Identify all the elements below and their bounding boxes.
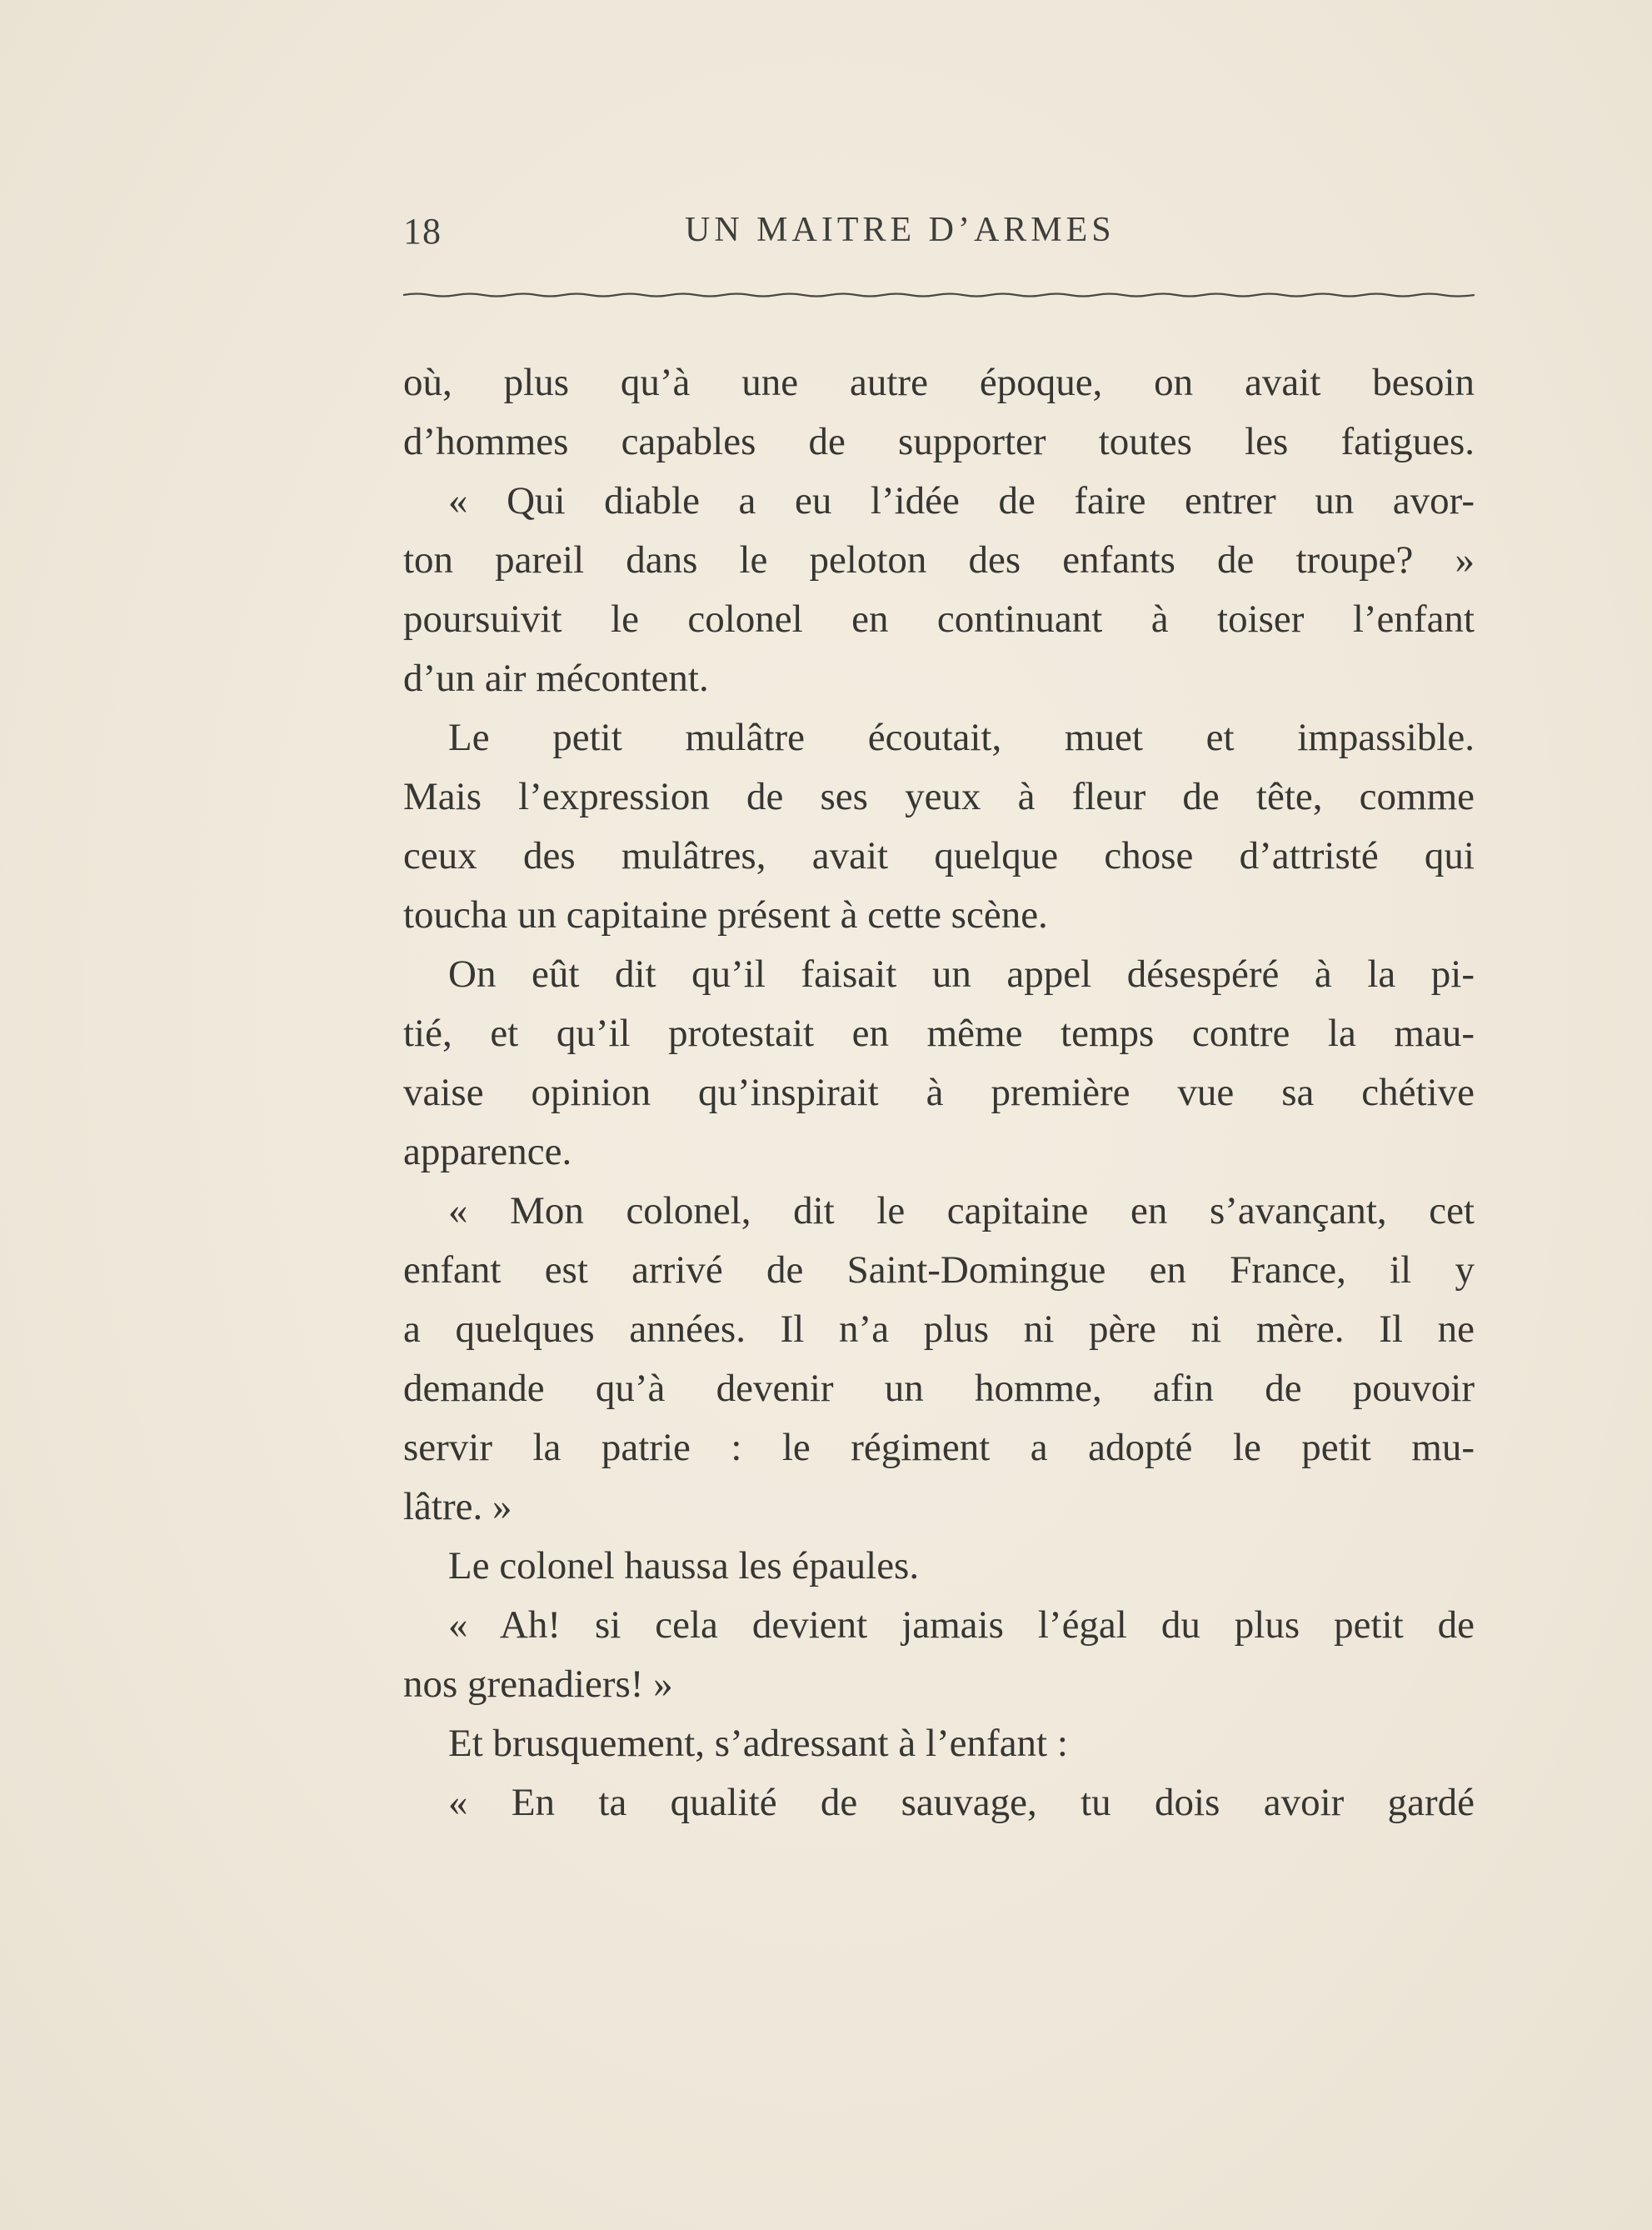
text-line: lâtre. »	[403, 1485, 512, 1528]
text-line: « Ah! si cela devient jamais l’égal du plus petit de	[448, 1603, 1475, 1647]
text-line: Le petit mulâtre écoutait, muet et impassible.	[448, 716, 1475, 759]
text-line: d’hommes capables de supporter toutes les fatigues.	[403, 420, 1475, 463]
text-line: On eût dit qu’il faisait un appel désespéré à la pi-	[448, 952, 1475, 996]
text-line: apparence.	[403, 1130, 572, 1173]
text-line: « Qui diable a eu l’idée de faire entrer un avor-	[448, 479, 1475, 522]
text-line: enfant est arrivé de Saint-Domingue en France, il y	[403, 1248, 1475, 1292]
text-line: ton pareil dans le peloton des enfants de troupe? »	[403, 538, 1475, 582]
text-line: Le colonel haussa les épaules.	[448, 1544, 920, 1588]
text-line: d’un air mécontent.	[403, 657, 709, 700]
text-line: tié, et qu’il protestait en même temps contre la mau-	[403, 1012, 1475, 1055]
text-line: a quelques années. Il n’a plus ni père ni mère. Il ne	[403, 1308, 1475, 1351]
text-line: toucha un capitaine présent à cette scène.	[403, 893, 1048, 937]
text-line: nos grenadiers! »	[403, 1662, 673, 1706]
text-line: ceux des mulâtres, avait quelque chose d’attristé qui	[403, 834, 1475, 878]
text-line: vaise opinion qu’inspirait à première vue sa chétive	[403, 1071, 1475, 1114]
text-line: servir la patrie : le régiment a adopté le petit mu-	[403, 1426, 1475, 1469]
header-rule	[403, 290, 1475, 300]
text-line: demande qu’à devenir un homme, afin de pouvoir	[403, 1367, 1475, 1410]
body-text	[403, 353, 1475, 1832]
text-line: « En ta qualité de sauvage, tu dois avoir gardé	[448, 1781, 1475, 1824]
page-number: 18	[403, 211, 442, 252]
running-title: UN MAITRE D’ARMES	[685, 211, 1115, 249]
text-line: « Mon colonel, dit le capitaine en s’avançant, cet	[448, 1189, 1475, 1232]
text-line: où, plus qu’à une autre époque, on avait besoin	[403, 361, 1475, 404]
text-line: poursuivit le colonel en continuant à toiser l’enfant	[403, 598, 1475, 641]
page-header	[403, 210, 1475, 260]
text-line: Et brusquement, s’adressant à l’enfant :	[448, 1722, 1068, 1765]
text-line: Mais l’expression de ses yeux à fleur de tête, comme	[403, 775, 1475, 818]
